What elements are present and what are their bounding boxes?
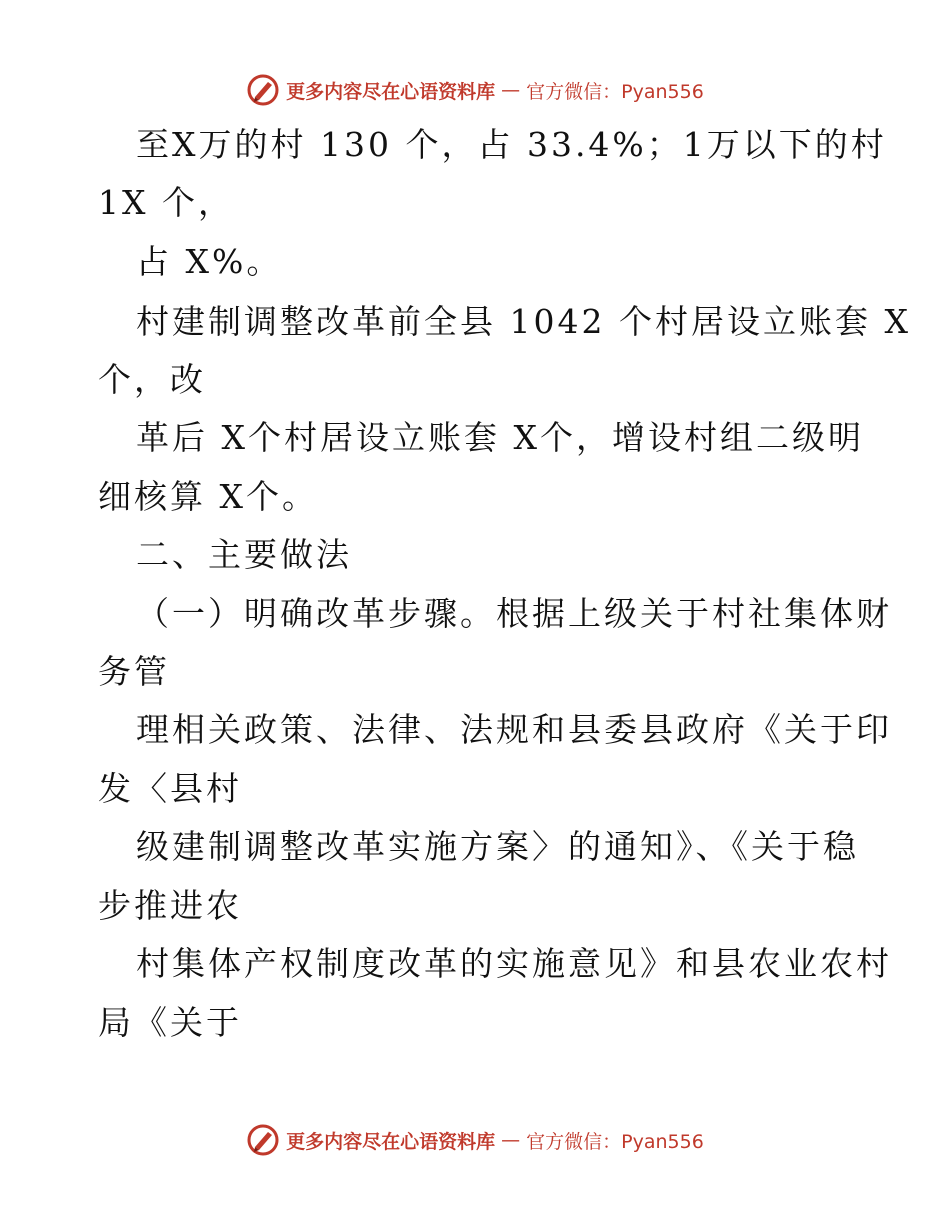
text-line: 发〈县村 [98,769,242,808]
text-line: 务管 [98,652,170,691]
subsection-heading: （一）明确改革步骤。根据上级关于村社集体财 [136,594,892,633]
text-line: 村建制调整改革前全县 1042 个村居设立账套 X [136,302,911,341]
text-line: 村集体产权制度改革的实施意见》和县农业农村 [136,944,892,983]
text-line: 细核算 X个。 [98,477,318,516]
text-line: 至X万的村 130 个，占 33.4%；1万以下的村 [136,125,887,164]
watermark-wechat: 官方微信：Pyan556 [526,80,704,103]
text-line: 革后 X个村居设立账套 X个，增设村组二级明 [136,418,864,457]
text-line: 级建制调整改革实施方案〉的通知》、《关于稳 [136,827,859,866]
footer-watermark [0,1120,950,1160]
watermark-wechat: 官方微信：Pyan556 [526,1130,704,1153]
text-line: 理相关政策、法律、法规和县委县政府《关于印 [136,710,892,749]
text-line: 1X 个， [98,183,234,222]
text-line: 步推进农 [98,886,242,925]
pen-logo-icon [246,1123,280,1157]
text-line: 局《关于 [98,1003,242,1042]
watermark-brand: 更多内容尽在心语资料库 [286,80,496,103]
text-line: 个，改 [98,360,206,399]
section-heading: 二、主要做法 [136,535,352,574]
watermark-brand: 更多内容尽在心语资料库 [286,1130,496,1153]
watermark-separator: — [501,79,521,101]
watermark-separator: — [501,1129,521,1151]
text-line: 占 X%。 [136,242,283,281]
pen-logo-icon [246,73,280,107]
header-watermark [0,70,950,110]
